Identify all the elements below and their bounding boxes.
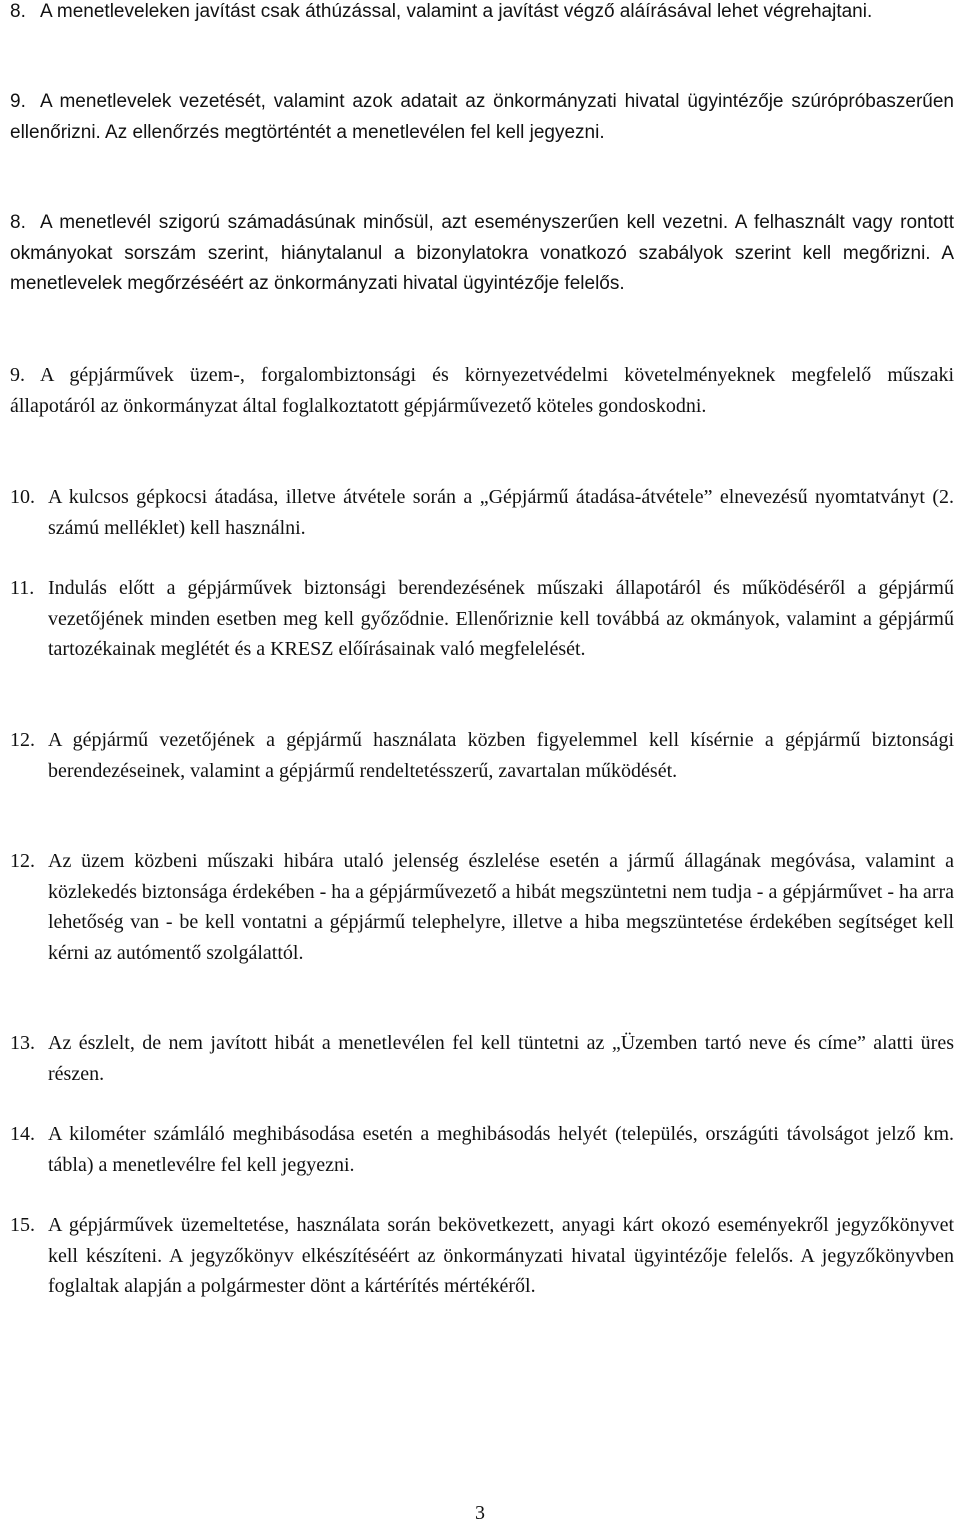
paragraph-text: A kilométer számláló meghibásodása esetén a meghibásodás helyét (település, országúti távolságot jelző km. tábla) a menetlevélre fel kell jegyezni. xyxy=(48,1123,954,1176)
paragraph-10-key-handover xyxy=(10,482,954,543)
paragraph-number: 9. xyxy=(10,364,25,386)
paragraph-number: 10. xyxy=(10,486,35,508)
paragraph-number: 12. xyxy=(10,729,35,751)
paragraph-11-pre-departure-check xyxy=(10,573,954,665)
paragraph-14-odometer xyxy=(10,1119,954,1180)
paragraph-text: A menetlevél szigorú számadásúnak minősül, azt eseményszerűen kell vezetni. A felhasznált vagy rontott okmányokat sorszám szerint, hiánytalanul a bizonylatokra vonatkozó szabályok szerint kell megőrizni. A menetlevelek megőrzéséért az önkormányzati hivatal ügyintézője felelős. xyxy=(10,212,954,294)
paragraph-number: 12. xyxy=(10,850,35,872)
paragraph-number: 8. xyxy=(10,1,26,22)
paragraph-text: A gépjárművek üzem-, forgalombiztonsági és környezetvédelmi követelményeknek megfelelő műszaki állapotáról az önkormányzat által foglalkoztatott gépjárművezető köteles gondoskodni. xyxy=(10,364,954,417)
paragraph-8-corrections xyxy=(10,0,954,28)
paragraph-13-unrepaired-fault xyxy=(10,1028,954,1089)
paragraph-text: A menetlevelek vezetését, valamint azok adatait az önkormányzati hivatal ügyintézője szúrópróbaszerűen ellenőrizni. Az ellenőrzés megtörténtét a menetlevélen fel kell jegyezni. xyxy=(10,91,954,143)
paragraph-text: A gépjárművek üzemeltetése, használata során bekövetkezett, anyagi kárt okozó eseményekről jegyzőkönyvet kell készíteni. A jegyzőkönyv elkészítéséért az önkormányzati hivatal ügyintézője felelős. A jegyzőkönyvben foglaltak alapján a polgármester dönt a kártérítés mértékéről. xyxy=(48,1214,954,1297)
paragraph-text: A kulcsos gépkocsi átadása, illetve átvétele során a „Gépjármű átadása-átvétele” elnevezésű nyomtatványt (2. számú melléklet) kell használni. xyxy=(48,486,954,539)
paragraph-12-malfunction xyxy=(10,846,954,968)
paragraph-number: 8. xyxy=(10,212,26,233)
paragraph-text: Az észlelt, de nem javított hibát a menetlevélen fel kell tüntetni az „Üzemben tartó neve és címe” alatti üres részen. xyxy=(48,1032,954,1085)
paragraph-12-monitoring xyxy=(10,725,954,786)
paragraph-number: 15. xyxy=(10,1214,35,1236)
paragraph-number: 14. xyxy=(10,1123,35,1145)
paragraph-number: 9. xyxy=(10,91,26,112)
paragraph-number: 11. xyxy=(10,577,35,599)
page-number: 3 xyxy=(475,1502,485,1524)
paragraph-9-inspection xyxy=(10,87,954,148)
paragraph-text: Az üzem közbeni műszaki hibára utaló jelenség észlelése esetén a jármű állagának megóvása, valamint a közlekedés biztonsága érdekében - ha a gépjárművezető a hibát megszüntetni nem tudja - a gépjárművet - ha arra lehetőség van - be kell vontatni a gépjármű telephelyre, illetve a hiba megszüntetése érdekében segítséget kell kérni az autómentő szolgálattól. xyxy=(48,850,954,964)
paragraph-text: A gépjármű vezetőjének a gépjármű használata közben figyelemmel kell kísérnie a gépjármű biztonsági berendezéseinek, valamint a gépjármű rendeltetésszerű, zavartalan működését. xyxy=(48,729,954,782)
paragraph-15-damage-report xyxy=(10,1210,954,1302)
paragraph-9-vehicle-condition xyxy=(10,360,954,421)
paragraph-text: A menetleveleken javítást csak áthúzással, valamint a javítást végző aláírásával lehet végrehajtani. xyxy=(40,1,873,22)
paragraph-8-strict-accounting xyxy=(10,208,954,300)
paragraph-number: 13. xyxy=(10,1032,35,1054)
paragraph-text: Indulás előtt a gépjárművek biztonsági berendezésének műszaki állapotáról és működéséről a gépjármű vezetőjének minden esetben meg kell győződnie. Ellenőriznie kell továbbá az okmányok, valamint a gépjármű tartozékainak meglétét és a KRESZ előírásainak való megfelelését. xyxy=(48,577,954,660)
